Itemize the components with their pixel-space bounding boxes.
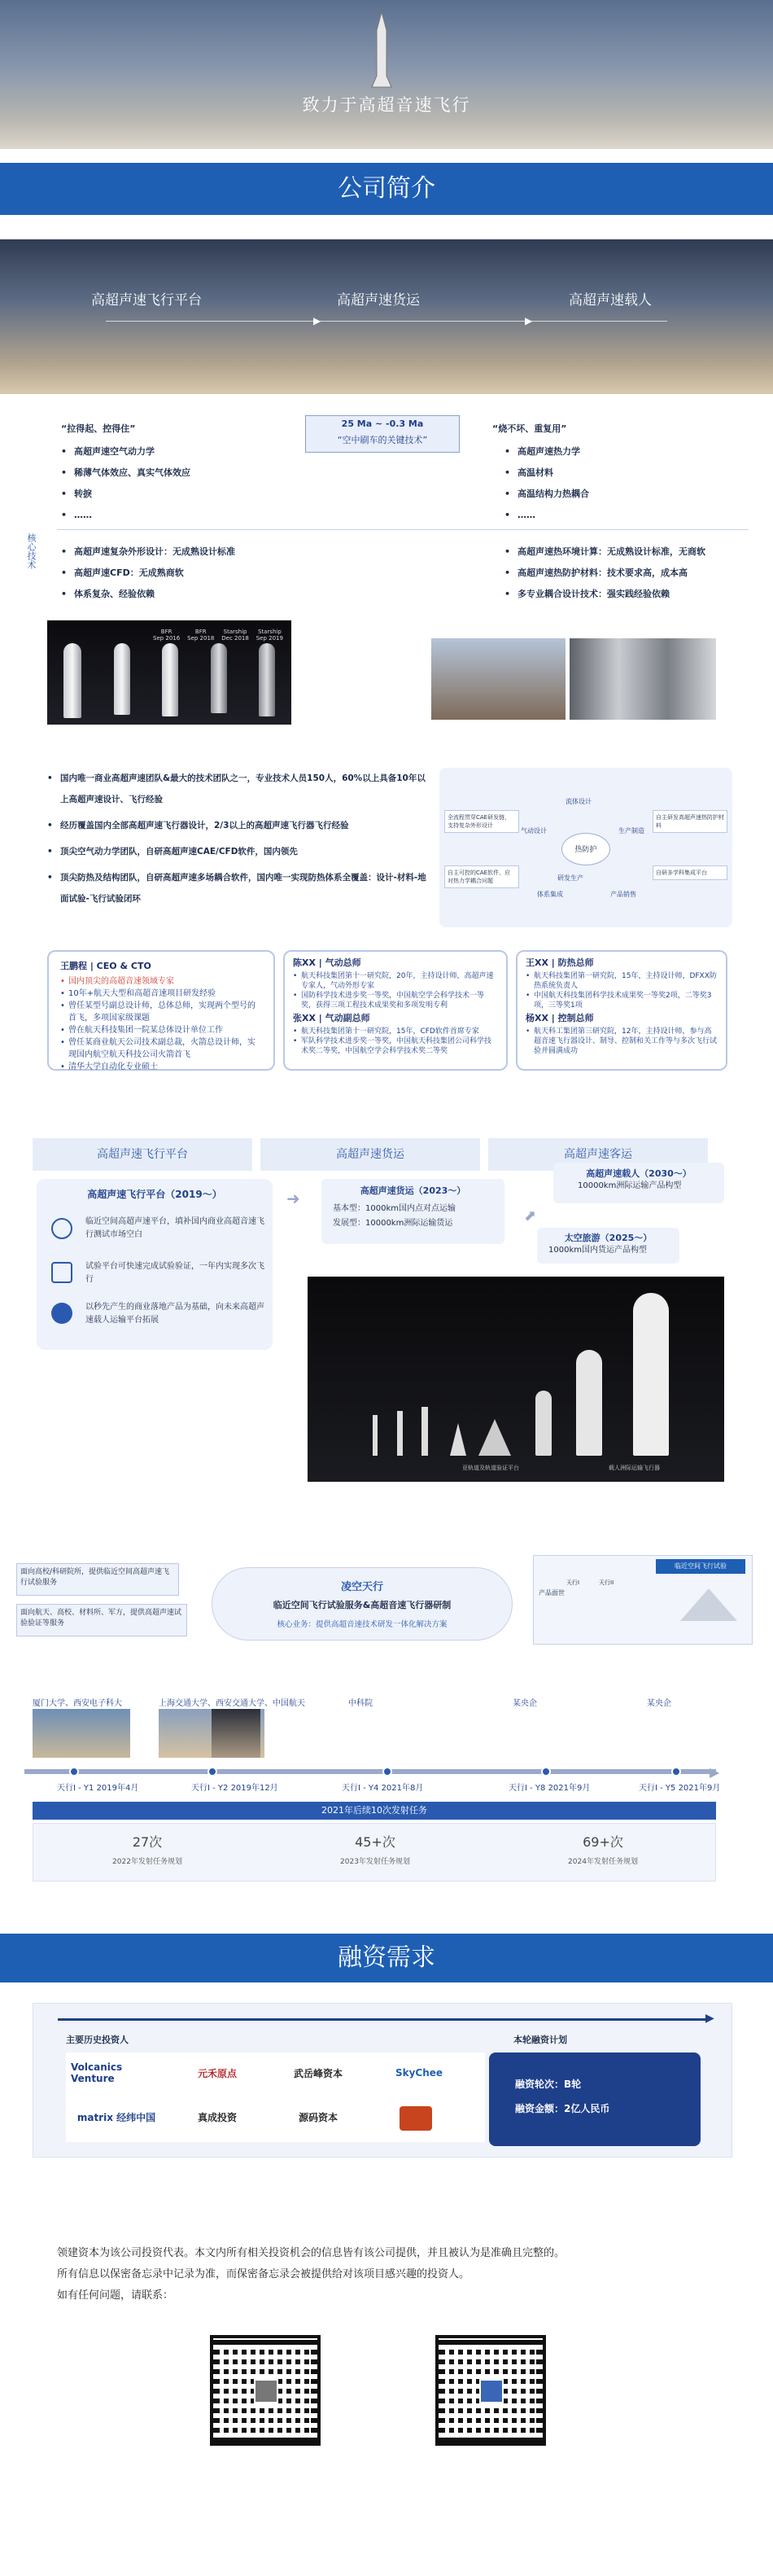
stages-banner [0, 239, 773, 394]
stage-1: 高超声速飞行平台 [91, 292, 202, 309]
list-item: • 高温材料 [504, 462, 589, 484]
disclaimer-line: 领建资本为该公司投资代表。本文内所有相关投资机会的信息皆有该公司提供，并且被认为是准确且完整的。 [57, 2247, 566, 2259]
disclaimer-line: 如有任何问题，请联系： [57, 2289, 174, 2302]
avatar [254, 2379, 278, 2403]
funding-section [0, 2003, 773, 2166]
timeline-axis [24, 1769, 716, 1774]
timeline-top: 某央企 [647, 1699, 671, 1708]
vehicle [450, 1423, 466, 1456]
person-line: • 中国航天科技集团科学技术成果奖一等奖2项，二等奖3项，三等奖1项 [526, 991, 718, 1010]
person-line: • 航天科技集团第一研究院，15年，主持设计师，DFXX防热系统负责人 [526, 971, 718, 991]
investor-logo: matrix 经纬中国 [76, 2111, 156, 2123]
list-item: • 顶尖防热及结构团队，自研高超声速多场耦合软件，国内唯一实现防热体系全覆盖：设计-材料-地面试验-飞行试验闭环 [47, 867, 430, 909]
callout-body: “空中刷车的关键技术” [337, 435, 428, 445]
business-right-label: 天行II [599, 1579, 614, 1586]
diagram-note: 自主可控的CAE软件，应对热力学耦合问题 [444, 865, 519, 888]
stats-box [33, 1823, 716, 1882]
rocket-icon [51, 1303, 72, 1324]
list-item: • 高超声速热防护材料：技术要求高，成本高 [504, 563, 705, 584]
logos-box [66, 2052, 485, 2142]
p4-card [537, 1228, 679, 1264]
qr-code[interactable] [210, 2335, 321, 2446]
arrow-icon: ▶ [710, 1764, 720, 1780]
funding-arrow [58, 2018, 709, 2021]
p2-item: 基本型：1000km国内点对点运输 [333, 1204, 456, 1213]
person-line: • 国防科学技术进步奖一等奖，中国航空学会科学技术一等奖，获得三项工程技术成果奖和多项发明专利 [293, 991, 498, 1010]
side-label: 核心技术 [26, 533, 37, 569]
funding-title-bar [0, 1934, 773, 1982]
list-item: • 高超声速CFD：无成熟商软 [61, 563, 235, 584]
vehicle [421, 1407, 428, 1456]
person-line: • 曾在航天科技集团一院某总体设计单位工作 [60, 1024, 262, 1036]
vehicle [535, 1391, 552, 1456]
intro-title-bar [0, 163, 773, 215]
funding-title: 融资需求 [338, 1943, 435, 1972]
stat-label: 2023年发射任务规划 [340, 1858, 410, 1866]
diagram-node: 流体设计 [566, 798, 592, 805]
timeline-top: 某央企 [513, 1699, 537, 1708]
launch-photo [33, 1709, 130, 1758]
stage-line [106, 321, 667, 322]
investor-logo: 源码资本 [298, 2111, 338, 2123]
rocket-icon [370, 12, 393, 94]
phase-2: 高超声速货运 [260, 1138, 480, 1171]
business-right-label: 天行I [566, 1579, 580, 1586]
funding-amount: 融资金额：2亿人民币 [515, 2103, 610, 2114]
p1-item: 以秒先产生的商业落地产品为基础，向未来高超声速载人运输平台拓展 [85, 1303, 264, 1325]
stat-value: 69+次 [583, 1834, 623, 1850]
list-item: • 转捩 [61, 484, 190, 505]
business-left-item: 面向航天、高校、材料所、军方，提供高超声速试验验证等服务 [16, 1604, 187, 1636]
vehicle [397, 1411, 403, 1456]
person-name: 王XX | 防热总师 [526, 957, 594, 968]
images-row [0, 620, 773, 726]
qr-code[interactable] [435, 2335, 546, 2446]
roadmap-section [0, 1138, 773, 1529]
p3-title: 高超声速载人（2030～） [586, 1168, 692, 1179]
person-name: 张XX | 气动副总师 [293, 1013, 370, 1023]
investor-logo [400, 2106, 432, 2131]
diagram-note: 全流程贯穿CAE研发链，支持复杂外形设计 [444, 810, 519, 833]
disclaimer-line: 所有信息以保密备忘录中记录为准，而保密备忘录会被提供给对该项目感兴趣的投资人。 [57, 2268, 470, 2280]
diagram-node: 生产制造 [618, 827, 644, 835]
vehicle-lineup-image [308, 1277, 724, 1482]
avatar [479, 2379, 504, 2403]
divider-line [57, 529, 749, 530]
person-card-ceo [47, 950, 275, 1071]
p1-item: 临近空间高超声速平台，填补国内商业高超音速飞行测试市场空白 [85, 1217, 264, 1239]
list-item: • 体系复杂、经验依赖 [61, 584, 235, 605]
vehicle [478, 1419, 511, 1456]
plan-head: 本轮融资计划 [513, 2035, 567, 2045]
diagram-note: 自主研发高超声速热防护材料 [653, 810, 727, 833]
list-item: • 顶尖空气动力学团队，自研高超声速CAE/CFD软件，国内领先 [47, 841, 430, 862]
timeline-bottom: 天行I - Y4 2021年8月 [342, 1784, 424, 1793]
list-item: • 高超声速热力学 [504, 441, 589, 462]
timeline-dot [382, 1767, 392, 1776]
stat-label: 2022年发射任务规划 [112, 1858, 182, 1866]
investor-logo: 元禾原点 [197, 2067, 237, 2079]
list-item: • 高温结构力热耦合 [504, 484, 589, 505]
list-item: • …… [61, 505, 190, 526]
timeline-top: 中科院 [348, 1699, 373, 1708]
timeline-top: 上海交通大学、西安交通大学、中国航天 [159, 1699, 305, 1708]
business-center-sub: 核心业务：提供高超音速技术研发一体化解决方案 [277, 1620, 448, 1629]
people-section [0, 950, 773, 1113]
funding-panel [33, 2003, 732, 2158]
timeline-bottom: 天行I - Y1 2019年4月 [57, 1784, 139, 1793]
timeline-dot [207, 1767, 217, 1776]
timeline-section [0, 1696, 773, 1891]
business-right-label: 产品面世 [539, 1589, 565, 1597]
plan-box [489, 2052, 701, 2146]
p4-title: 太空旅游（2025～） [564, 1233, 653, 1243]
globe-icon [51, 1218, 72, 1239]
right-head: “烧不坏、重复用” [492, 423, 567, 434]
stage-3: 高超声速载人 [569, 292, 652, 309]
arrow-up-icon: ⬈ [524, 1207, 537, 1224]
business-right-title: 临近空间飞行试验 [656, 1559, 745, 1574]
image-caption: 载人洲际运输飞行器 [609, 1465, 660, 1471]
p3-body: 10000km洲际运输产品构型 [578, 1181, 682, 1190]
list-item: • …… [504, 505, 589, 526]
business-center [212, 1567, 513, 1641]
list-item: • 高超声速空气动力学 [61, 441, 190, 462]
rocket-evolution-image [47, 620, 291, 725]
person-line: • 曾任某型号副总设计师，总体总师，实现两个型号的首飞，多项国家级课题 [60, 1000, 262, 1024]
timeline-top: 厦门大学、西安电子科大 [33, 1699, 122, 1708]
p2-item: 发展型：10000km洲际运输货运 [333, 1219, 453, 1228]
business-section [0, 1551, 773, 1653]
person-line: • 清华大学自动化专业硕士 [60, 1061, 262, 1073]
person-line: • 曾任某商业航天公司技术副总裁，火箭总设计师，实现国内航空航天科技公司火箭首飞 [60, 1036, 262, 1061]
arrow-icon: ▶ [525, 315, 533, 326]
launch-photo [212, 1709, 260, 1758]
business-right-panel [533, 1555, 753, 1645]
network-icon [51, 1262, 72, 1283]
p4-body: 1000km国内货运产品构型 [548, 1246, 647, 1255]
mission-bar: 2021年后续10次发射任务 [33, 1802, 716, 1820]
person-name: 陈XX | 气动总师 [293, 957, 361, 968]
person-line: • 航天科技集团第十一研究院，20年，主持设计师，高超声速专家人，气动外形专家 [293, 971, 498, 991]
funding-round: 融资轮次：B轮 [515, 2079, 582, 2090]
investor-logo: Volcanics Venture [71, 2061, 123, 2084]
investor-logo: 真成投资 [197, 2111, 237, 2123]
right2-list [504, 541, 705, 605]
list-item: • 国内唯一商业高超声速团队&最大的技术团队之一，专业技术人员150人，60%以上具备10年以上高超声速设计、飞行经验 [47, 768, 430, 810]
callout-box [305, 415, 460, 453]
person-line: • 军队科学技术进步奖一等奖，中国航天科技集团公司科学技术奖二等奖，中国航空学会科学技术奖二等奖 [293, 1036, 498, 1056]
timeline-bottom: 天行I - Y2 2019年12月 [191, 1784, 278, 1793]
list-item: • 高超声速热环境计算：无成熟设计标准，无商软 [504, 541, 705, 563]
team-list [47, 768, 430, 909]
diagram-node: 体系集成 [537, 891, 563, 898]
arrow-icon: ▶ [313, 315, 321, 326]
diagram-node: 产品销售 [610, 891, 636, 898]
factory-image [431, 638, 566, 720]
person-line: • 航天科技集团第十一研究院，15年，CFD软件首席专家 [293, 1027, 498, 1036]
timeline-dot [671, 1767, 681, 1776]
investors-head: 主要历史投资人 [66, 2035, 129, 2045]
person-name: 杨XX | 控制总师 [526, 1013, 594, 1023]
hero-slogan: 致力于高超音速飞行 [302, 95, 471, 115]
phase-3: 高超声速客运 [488, 1138, 708, 1171]
team-section [0, 768, 773, 931]
p1-item: 试验平台可快速完成试验验证，一年内实现多次飞行 [85, 1262, 264, 1284]
rocket-label: Starship Dec 2018 [221, 629, 249, 642]
arrow-icon: ➜ [286, 1189, 300, 1208]
vehicle [576, 1350, 602, 1456]
person-name: 王鹏程 | CEO & CTO [60, 961, 151, 971]
investor-logo: 武岳峰资本 [293, 2067, 343, 2079]
stat-value: 27次 [132, 1834, 163, 1850]
person-line: • 10年+航天大型和高超音速项目研发经验 [60, 988, 262, 1000]
intro-title: 公司简介 [338, 174, 435, 203]
phase-1: 高超声速飞行平台 [33, 1138, 252, 1171]
person-card-thermal [516, 950, 727, 1071]
business-center-title: 凌空天行 [340, 1581, 383, 1593]
timeline-dot [541, 1767, 551, 1776]
person-line: • 国内顶尖的高超音速领域专家 [60, 975, 262, 988]
vehicle [373, 1415, 378, 1456]
p2-title: 高超声速货运（2023～） [360, 1185, 466, 1196]
left2-list [61, 541, 235, 605]
list-item: • 多专业耦合设计技术：强实践经验依赖 [504, 584, 705, 605]
right-list [504, 441, 589, 526]
person-line: • 航天科工集团第三研究院，12年，主持设计师，参与高超音速飞行器设计、制导、控制和关工作等与多次飞行试验并圆满成功 [526, 1027, 718, 1056]
timeline-dot [69, 1767, 79, 1776]
vehicle [633, 1293, 669, 1456]
hero-banner [0, 0, 773, 149]
list-item: • 稀薄气体效应、真实气体效应 [61, 462, 190, 484]
left-list [61, 441, 190, 526]
tech-section [0, 407, 773, 599]
rocket-labels [153, 629, 283, 642]
disclaimer [0, 2243, 773, 2308]
stat-value: 45+次 [355, 1834, 395, 1850]
stage-2: 高超声速货运 [337, 292, 420, 309]
diagram-node: 热防护 [561, 833, 610, 865]
business-center-line: 临近空间飞行试验服务&高超音速飞行器研制 [273, 1600, 452, 1610]
rocket-label: BFR Sep 2018 [187, 629, 215, 642]
person-card-aero [283, 950, 508, 1071]
aircraft-icon [680, 1588, 737, 1621]
p3-card [553, 1163, 724, 1203]
rocket-label: Starship Sep 2019 [255, 629, 283, 642]
image-caption: 亚轨道及轨道验证平台 [462, 1465, 519, 1471]
left-head: “拉得起、控得住” [61, 423, 136, 434]
investor-logo: SkyChee [395, 2067, 443, 2079]
diagram-node: 研发生产 [557, 874, 583, 882]
callout-title: 25 Ma ~ -0.3 Ma [341, 418, 424, 429]
timeline-bottom: 天行I - Y8 2021年9月 [509, 1784, 591, 1793]
steel-hull-image [570, 638, 716, 720]
list-item: • 经历覆盖国内全部高超声速飞行器设计，2/3以上的高超声速飞行器飞行经验 [47, 815, 430, 836]
p2-card [321, 1179, 504, 1244]
p1-title: 高超声速飞行平台（2019～） [87, 1189, 222, 1200]
capability-diagram [439, 768, 732, 927]
p1-card [37, 1179, 273, 1350]
diagram-note: 自研多学科集成平台 [653, 865, 727, 880]
business-left-item: 面向高校/科研院所，提供临近空间高超声速飞行试验服务 [16, 1563, 179, 1596]
stat-label: 2024年发射任务规划 [568, 1858, 638, 1866]
rocket-label: BFR Sep 2016 [153, 629, 181, 642]
arrow-icon: ▶ [705, 2012, 714, 2025]
diagram-node: 气动设计 [521, 827, 547, 835]
timeline-bottom: 天行I - Y5 2021年9月 [639, 1784, 721, 1793]
list-item: • 高超声速复杂外形设计：无成熟设计标准 [61, 541, 235, 563]
